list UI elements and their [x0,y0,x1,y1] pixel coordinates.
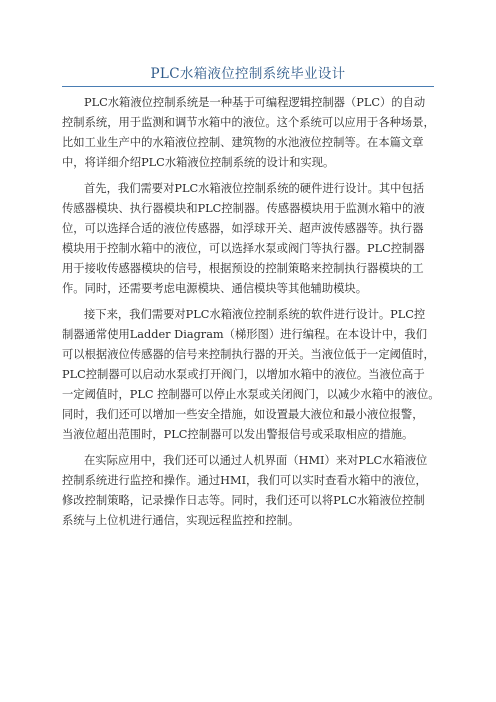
paragraph-line: 当液位超出范围时，PLC控制器可以发出警报信号或采取相应的措施。 [62,428,414,441]
paragraph-3 [62,305,440,445]
paragraph-line: 比如工业生产中的水箱液位控制、建筑物的水池液位控制等。在本篇文章 [62,136,424,149]
paragraph-4 [62,451,434,531]
paragraph-line: 控制系统，用于监测和调节水箱中的液位。这个系统可以应用于各种场景， [62,116,435,129]
paragraph-line: 一定阈值时，PLC 控制器可以停止水泵或关闭阀门，以减少水箱中的液位。 [62,388,440,401]
paragraph-line: 传感器模块、执行器模块和PLC控制器。传感器模块用于监测水箱中的液 [62,202,425,215]
paragraph-line: 系统与上位机进行通信，实现远程监控和控制。 [62,514,300,527]
paragraph-line: 修改控制策略，记录操作日志等。同时，我们还可以将PLC水箱液位控制 [62,494,425,507]
paragraph-line: 接下来，我们需要对PLC水箱液位控制系统的软件进行设计。PLC控 [84,308,426,321]
paragraph-line: 在实际应用中，我们还可以通过人机界面（HMI）来对PLC水箱液位 [84,454,428,467]
document-body [62,93,440,537]
title-underline [62,86,434,87]
paragraph-1 [62,93,434,173]
paragraph-line: 作。同时，还需要考虑电源模块、通信模块等其他辅助模块。 [62,282,368,295]
paragraph-line: 制器通常使用Ladder Diagram（梯形图）进行编程。在本设计中，我们 [62,328,427,341]
paragraph-line: 控制系统进行监控和操作。通过HMI，我们可以实时查看水箱中的液位， [62,474,427,487]
paragraph-line: 可以根据液位传感器的信号来控制执行器的开关。当液位低于一定阈值时， [62,348,435,361]
paragraph-line: 模块用于控制水箱中的液位，可以选择水泵或阀门等执行器。PLC控制器 [62,242,425,255]
paragraph-line: PLC水箱液位控制系统是一种基于可编程逻辑控制器（PLC）的自动 [84,96,426,109]
paragraph-2 [62,179,434,299]
paragraph-line: 中，将详细介绍PLC水箱液位控制系统的设计和实现。 [62,156,335,169]
paragraph-line: PLC控制器可以启动水泵或打开阀门，以增加水箱中的液位。当液位高于 [62,368,425,381]
paragraph-line: 同时，我们还可以增加一些安全措施，如设置最大液位和最小液位报警， [62,408,424,421]
paragraph-line: 首先，我们需要对PLC水箱液位控制系统的硬件进行设计。其中包括 [84,182,425,195]
document-title: PLC水箱液位控制系统毕业设计 [150,66,346,82]
paragraph-line: 用于接收传感器模块的信号，根据预设的控制策略来控制执行器模块的工 [62,262,424,275]
paragraph-line: 位，可以选择合适的液位传感器，如浮球开关、超声波传感器等。执行器 [62,222,424,235]
